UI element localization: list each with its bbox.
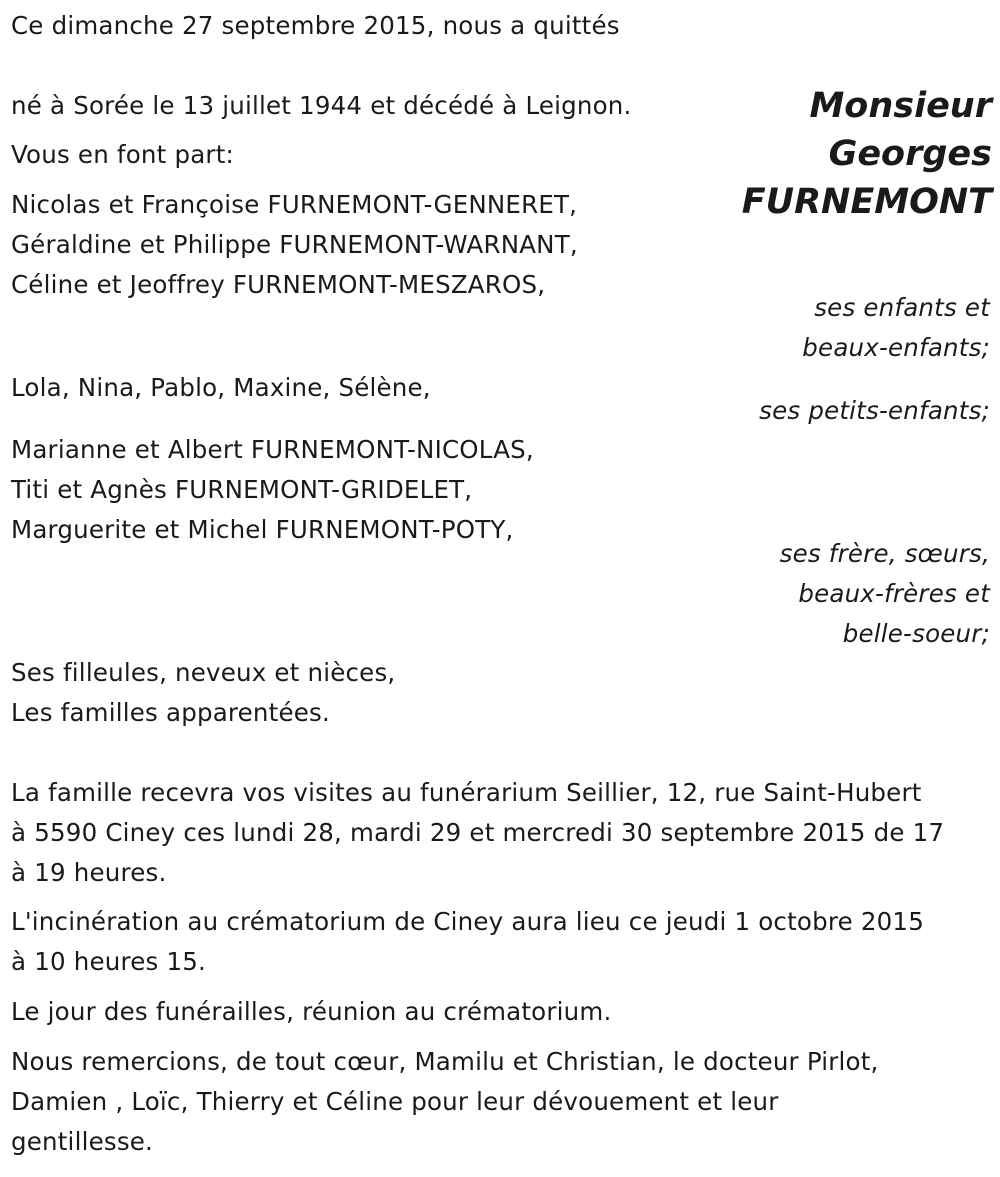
- extended-family-line: Les familles apparentées.: [11, 698, 330, 727]
- intro-text: Ce dimanche 27 septembre 2015, nous a quittés: [11, 11, 620, 40]
- share-intro-text: Vous en font part:: [11, 140, 234, 169]
- cremation-line: L'incinération au crématorium de Ciney aura lieu ce jeudi 1 octobre 2015: [11, 907, 924, 936]
- children-role: ses enfants et: [814, 293, 990, 322]
- children-role: beaux-enfants;: [802, 333, 990, 362]
- visits-line: La famille recevra vos visites au funérarium Seillier, 12, rue Saint-Hubert: [11, 778, 922, 807]
- thanks-line: gentillesse.: [11, 1127, 154, 1156]
- siblings-line: Marianne et Albert FURNEMONT-NICOLAS,: [11, 435, 534, 464]
- siblings-line: Marguerite et Michel FURNEMONT-POTY,: [11, 515, 514, 544]
- birth-death-text: né à Sorée le 13 juillet 1944 et décédé à Leignon.: [11, 91, 632, 120]
- deceased-title: Monsieur: [809, 86, 992, 126]
- siblings-role: ses frère, sœurs,: [779, 539, 990, 568]
- grandchildren-role: ses petits-enfants;: [759, 396, 990, 425]
- children-line: Géraldine et Philippe FURNEMONT-WARNANT,: [11, 230, 578, 259]
- siblings-role: belle-soeur;: [842, 619, 990, 648]
- visits-line: à 5590 Ciney ces lundi 28, mardi 29 et mercredi 30 septembre 2015 de 17: [11, 818, 945, 847]
- extended-family-line: Ses filleules, neveux et nièces,: [11, 658, 396, 687]
- children-line: Nicolas et Françoise FURNEMONT-GENNERET,: [11, 190, 578, 219]
- visits-line: à 19 heures.: [11, 858, 167, 887]
- siblings-role: beaux-frères et: [798, 579, 990, 608]
- thanks-line: Nous remercions, de tout cœur, Mamilu et Christian, le docteur Pirlot,: [11, 1047, 879, 1076]
- deceased-first-name: Georges: [828, 134, 992, 174]
- children-line: Céline et Jeoffrey FURNEMONT-MESZAROS,: [11, 270, 546, 299]
- gathering-text: Le jour des funérailles, réunion au crématorium.: [11, 997, 612, 1026]
- cremation-line: à 10 heures 15.: [11, 947, 207, 976]
- deceased-last-name: FURNEMONT: [741, 182, 992, 222]
- siblings-line: Titi et Agnès FURNEMONT-GRIDELET,: [11, 475, 473, 504]
- thanks-line: Damien , Loïc, Thierry et Céline pour leur dévouement et leur: [11, 1087, 779, 1116]
- grandchildren-line: Lola, Nina, Pablo, Maxine, Sélène,: [11, 373, 431, 402]
